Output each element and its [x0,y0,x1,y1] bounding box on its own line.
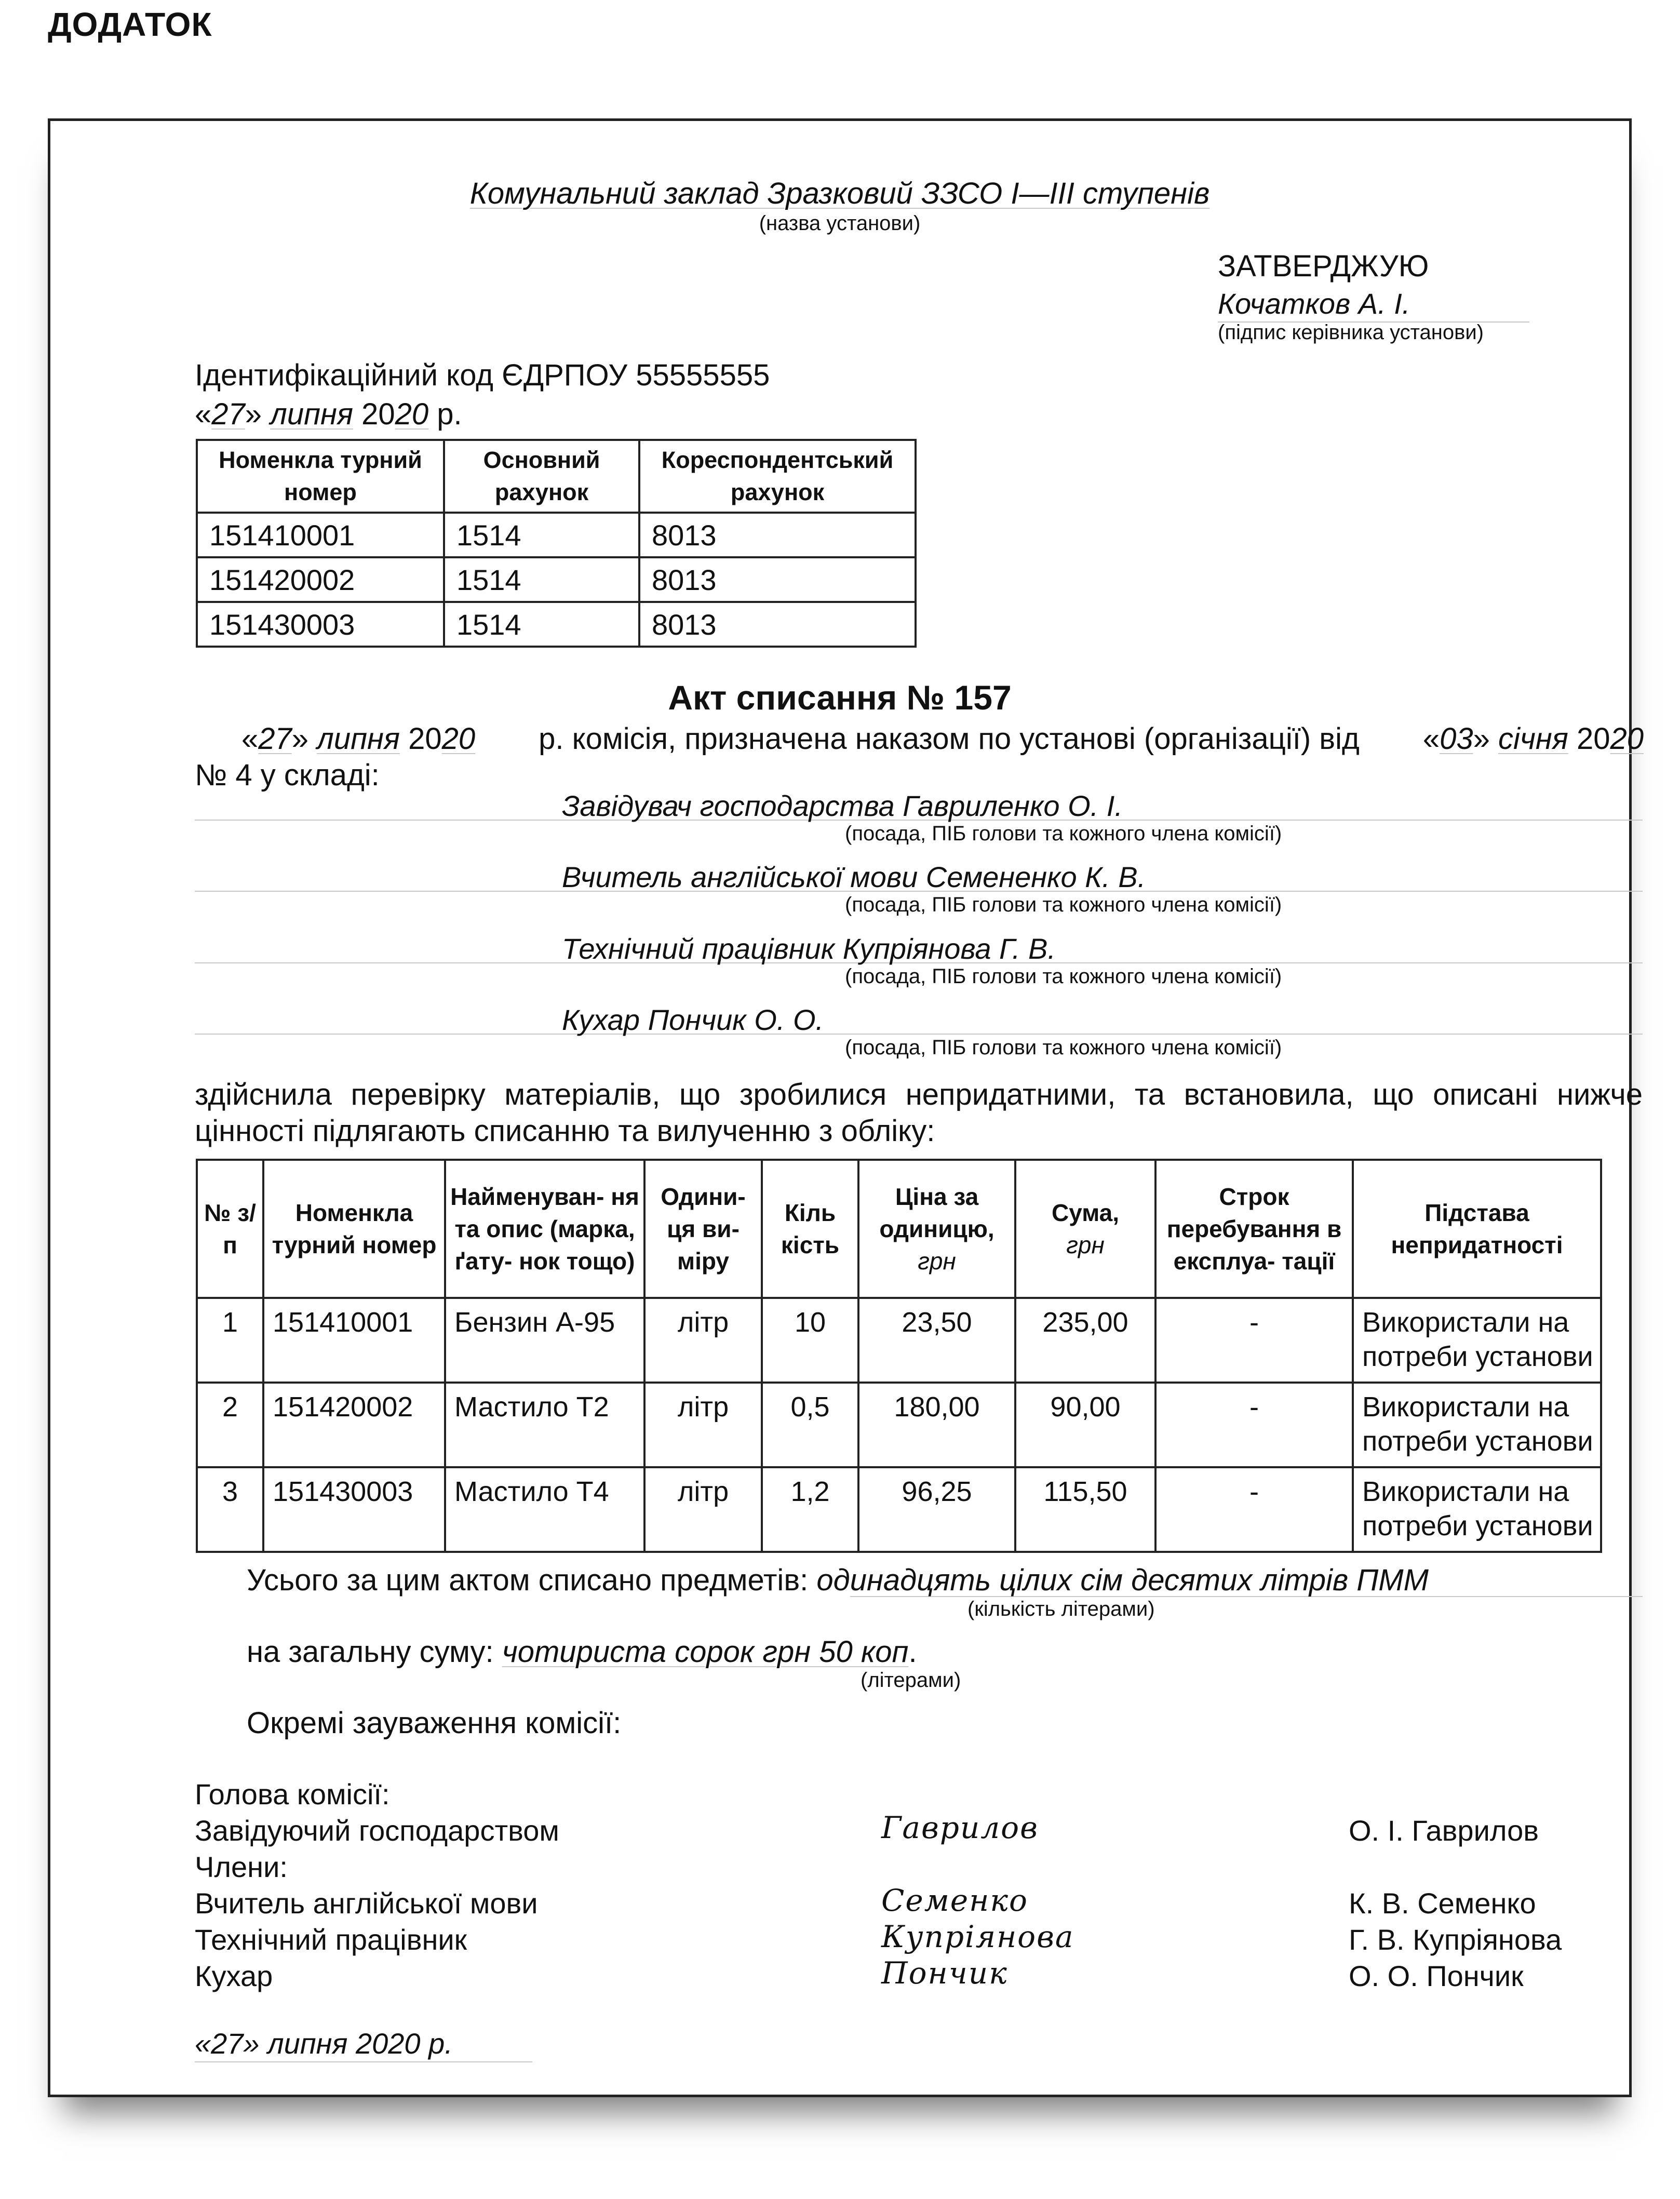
table-cell: 1514 [444,557,639,602]
table-cell: 0,5 [762,1383,858,1467]
approval-label: ЗАТВЕРДЖУЮ [1218,249,1429,283]
accounts-header-corr: Кореспондентський рахунок [639,440,916,513]
table-header-row [197,1160,1601,1298]
items-header-num: № з/п [197,1160,263,1298]
accounts-table [196,439,917,648]
table-cell: 180,00 [858,1383,1015,1467]
totals-sum-hint: (літерами) [861,1669,961,1692]
table-cell: Бензин А-95 [445,1298,644,1383]
sign-name: О. О. Пончик [1349,1960,1524,1992]
table-cell: Використали на потреби установи [1353,1298,1601,1383]
sign-position: Технічний працівник [195,1923,467,1956]
table-cell: 2 [197,1383,263,1467]
approval-hint: (підпис керівника установи) [1218,321,1484,344]
items-header-quantity: Кіль кість [762,1160,858,1298]
table-cell: 23,50 [858,1298,1015,1383]
items-header-nomenclature: Номенкла турний номер [263,1160,445,1298]
totals-sum-value: чотириста сорок грн 50 коп [502,1635,909,1669]
accounts-header-main: Основний рахунок [444,440,639,513]
table-cell: літр [644,1383,762,1467]
items-header-sum: Сума, грн [1015,1160,1155,1298]
member-hint: (посада, ПІБ голови та кожного члена комісії) [845,822,1282,845]
items-header-price: Ціна за одиницю, грн [858,1160,1015,1298]
edrpou-code: 55555555 [636,358,770,392]
table-row [197,513,916,557]
table-cell: 235,00 [1015,1298,1155,1383]
totals-items-value: одинадцять цілих сім десятих літрів ПММ [816,1563,1429,1597]
sign-head-label: Голова комісії: [195,1778,390,1811]
member-4: Кухар Пончик О. О. [562,1003,824,1036]
table-cell: Мастило Т2 [445,1383,644,1467]
approval-signer: Кочатков А. І. [1218,286,1529,323]
table-cell: 90,00 [1015,1383,1155,1467]
table-cell: 1514 [444,602,639,647]
table-row [197,1383,1601,1467]
table-cell: 151430003 [263,1467,445,1552]
date-line: «27» липня 2020 р. [195,397,462,431]
institution-hint: (назва установи) [759,212,921,235]
sign-name: Г. В. Купріянова [1349,1923,1562,1956]
handwritten-signature: Семенко [881,1883,1028,1918]
totals-items-hint: (кількість літерами) [967,1598,1155,1620]
member-1: Завідувач господарства Гавриленко О. І. [562,789,1123,822]
table-cell: 1,2 [762,1467,858,1552]
items-table [196,1159,1602,1553]
document-sheet [48,118,1644,2097]
member-line [195,1034,1643,1035]
table-row [197,1467,1601,1552]
table-cell: 8013 [639,557,916,602]
sign-position: Кухар [195,1960,273,1992]
table-cell: - [1155,1467,1353,1552]
table-cell: літр [644,1467,762,1552]
table-cell: Використали на потреби установи [1353,1467,1601,1552]
table-cell: 151410001 [263,1298,445,1383]
items-header-name: Найменуван- ня та опис (марка, ґату- нок тощо) [445,1160,644,1298]
finding-line-2: цінності підлягають списанню та вилученню з обліку: [195,1114,935,1148]
member-2: Вчитель англійської мови Семененко К. В. [562,861,1146,893]
handwritten-signature: Пончик [881,1955,1008,1991]
sign-members-label: Члени: [195,1851,288,1883]
table-cell: Використали на потреби установи [1353,1383,1601,1467]
sign-name: О. І. Гаврилов [1349,1814,1539,1847]
sign-position: Вчитель англійської мови [195,1887,538,1920]
totals-sum: на загальну суму: чотириста сорок грн 50 коп. [247,1635,917,1669]
table-cell: 8013 [639,602,916,647]
table-row [197,557,916,602]
items-header-term: Строк перебування в експлуа- тації [1155,1160,1353,1298]
accounts-header-nomenclature: Номенкла турний номер [197,440,444,513]
act-intro-line: «27» липня 2020 р. комісія, призначена наказом по установі (організації) від «03» січня 2020 [241,722,1644,756]
table-cell: 1514 [444,513,639,557]
table-cell: 1 [197,1298,263,1383]
table-cell: - [1155,1383,1353,1467]
handwritten-signature: Купріянова [881,1919,1074,1954]
handwritten-signature: Гаврилов [881,1810,1039,1845]
act-title: Акт списання № 157 [668,678,1012,717]
member-3: Технічний працівник Купріянова Г. В. [562,932,1056,965]
institution-name: Комунальний заклад Зразковий ЗЗСО І—ІІІ ступенів [469,177,1210,210]
finding-line-1: здійснила перевірку матеріалів, що зробилися непридатними, та встановила, що описані нижче [195,1078,1643,1111]
table-cell: 151420002 [263,1383,445,1467]
member-hint: (посада, ПІБ голови та кожного члена комісії) [845,965,1282,988]
table-cell: 3 [197,1467,263,1552]
member-hint: (посада, ПІБ голови та кожного члена комісії) [845,1036,1282,1059]
items-header-reason: Підстава непридатності [1353,1160,1601,1298]
edrpou-line: Ідентифікаційний код ЄДРПОУ 55555555 [195,358,770,392]
page-title: ДОДАТОК [48,6,212,43]
totals-items: Усього за цим актом списано предметів: одинадцять цілих сім десятих літрів ПММ [247,1563,1429,1597]
table-row [197,1298,1601,1383]
table-cell: 96,25 [858,1467,1015,1552]
totals-remarks: Окремі зауваження комісії: [247,1706,622,1740]
table-cell: 115,50 [1015,1467,1155,1552]
table-cell: 151410001 [197,513,444,557]
sign-position: Завідуючий господарством [195,1814,559,1847]
table-row [197,602,916,647]
table-cell: 10 [762,1298,858,1383]
table-cell: 151430003 [197,602,444,647]
table-cell: 8013 [639,513,916,557]
table-cell: Мастило Т4 [445,1467,644,1552]
sign-date: «27» липня 2020 р. [195,2026,532,2062]
member-hint: (посада, ПІБ голови та кожного члена комісії) [845,893,1282,916]
act-intro-line2: № 4 у складі: [195,758,380,792]
sign-name: К. В. Семенко [1349,1887,1536,1920]
table-header-row [197,440,916,513]
items-header-unit: Одини- ця ви- міру [644,1160,762,1298]
table-cell: 151420002 [197,557,444,602]
table-cell: - [1155,1298,1353,1383]
table-cell: літр [644,1298,762,1383]
